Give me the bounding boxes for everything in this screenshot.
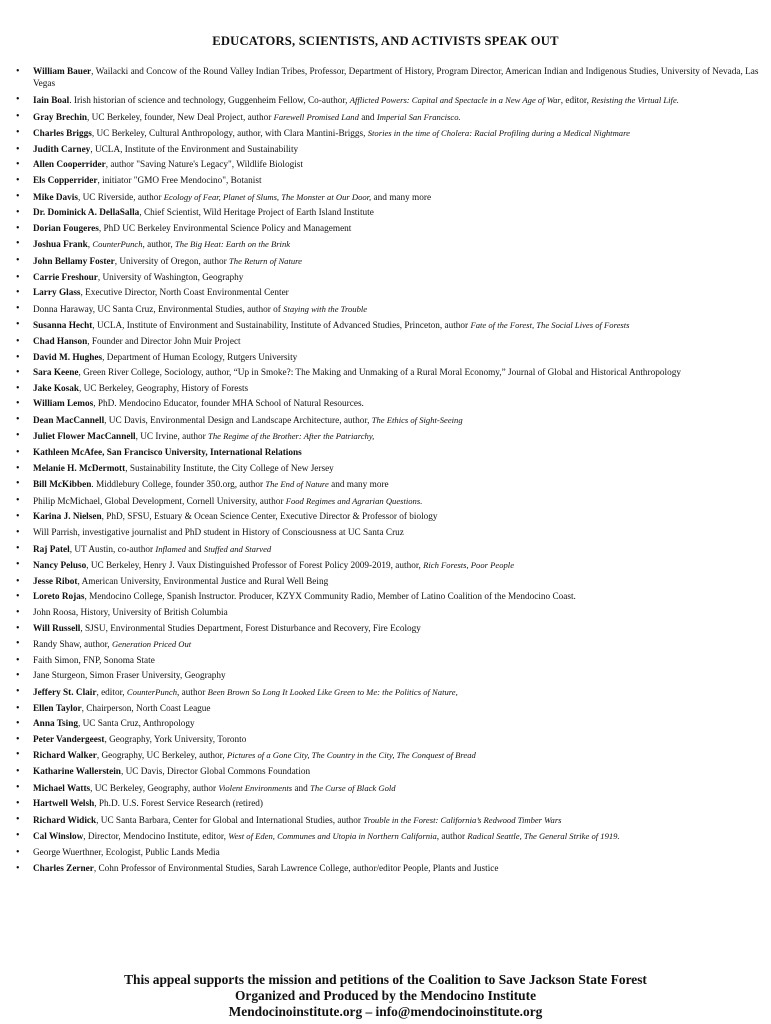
signatory-name: Charles Briggs (33, 129, 92, 140)
work-title: Rich Forests, Poor People (423, 560, 515, 571)
affiliation-text: , UC Irvine, author (135, 432, 209, 443)
affiliation-text: , PhD UC Berkeley Environmental Science Policy and Management (98, 223, 352, 234)
list-item (16, 718, 765, 730)
signatory-name: Sara Keene (33, 368, 79, 379)
footer-contact-line: Mendocinoinstitute.org – info@mendocinoinstitute.org (228, 1004, 543, 1019)
signatory-name: Dorian Fougeres (33, 223, 99, 234)
affiliation-text: and (358, 112, 377, 123)
list-item (16, 238, 765, 251)
affiliation-text: , editor, (560, 96, 592, 106)
affiliation-text: , UC Berkeley, Geography, History of Forests (79, 383, 249, 394)
list-item (16, 352, 765, 364)
affiliation-text: , UC Davis, Environmental Design and Landscape Architecture, author, (104, 415, 372, 426)
affiliation-text: , UCLA, Institute of the Environment and Sustainability (90, 144, 299, 155)
list-item (16, 175, 765, 187)
signatory-name: Els Copperrider (33, 175, 98, 186)
work-title: The Big Heat: Earth on the Brink (175, 239, 291, 250)
list-item (16, 127, 765, 140)
signatory-name: Carrie Freshour (33, 272, 98, 283)
list-item (16, 814, 765, 827)
footer-mission-line: This appeal supports the mission and petitions of the Coalition to Save Jackson State Forest (124, 972, 647, 987)
affiliation-text: , editor, (96, 687, 127, 698)
work-title: Fate of the Forest, The Social Lives of Forests (470, 320, 630, 331)
signatory-name: Cal Winslow (33, 832, 84, 843)
affiliation-text: , UC Berkeley, Geography, author (90, 783, 219, 794)
signatory-name: Michael Watts (33, 783, 91, 794)
work-title: Violent Environments (218, 782, 293, 793)
signatory-name: Karina J. Nielsen (33, 512, 102, 523)
affiliation-text: , Global Development, Cornell University, author (100, 496, 286, 507)
list-item (16, 686, 765, 699)
list-item (16, 191, 765, 204)
list-item (16, 207, 765, 219)
work-title: CounterPunch (92, 239, 143, 250)
affiliation-text: , Executive Director, North Coast Environmental Center (80, 288, 289, 299)
affiliation-text: , UC Santa Cruz, Anthropology (78, 719, 195, 730)
list-item (16, 223, 765, 235)
signatory-name: Jeffery St. Clair (33, 687, 97, 698)
list-item (16, 591, 765, 603)
affiliation-text: and (292, 783, 311, 794)
affiliation-text: , University of Washington, Geography (97, 272, 244, 283)
affiliation-text: , Chief Scientist, Wild Heritage Project of Earth Island Institute (139, 208, 374, 219)
signatory-name: Susanna Hecht (33, 321, 93, 332)
work-title: CounterPunch (126, 686, 178, 697)
affiliation-text: , Ph.D. U.S. Forest Service Research (retired) (94, 799, 264, 810)
list-item (16, 559, 765, 572)
work-title: Pictures of a Gone City, The Country in the City, The Conquest of Bread (227, 750, 476, 761)
affiliation-text: , Department of Human Ecology, Rutgers University (102, 352, 298, 363)
affiliation-text: , author (436, 832, 468, 843)
affiliation-text: , UCLA, Institute of Environment and Sustainability, Institute of Advanced Studies, Princeton, author (92, 321, 471, 332)
signatory-name: William Bauer (33, 67, 92, 77)
affiliation-text: , (87, 240, 93, 251)
signatory-name: William Lemos (33, 399, 94, 410)
list-item (16, 734, 765, 746)
signatory-name: Richard Walker (33, 751, 97, 762)
work-title: Been Brown So Long It Looked Like Green to Me: the Politics of Nature, (207, 686, 458, 697)
signatory-name: Gray Brechin (33, 112, 88, 123)
signatory-name: Peter Vandergeest (33, 734, 105, 745)
affiliation-text: , Sustainability Institute, the City College of New Jersey (125, 463, 334, 474)
signatory-list (16, 66, 765, 878)
list-item (16, 830, 765, 843)
signatory-name: Juliet Flower MacCannell (33, 432, 136, 443)
affiliation-text: , UC Davis, Director Global Commons Foundation (120, 766, 311, 777)
affiliation-text: . Irish historian of science and technology, Guggenheim Fellow, Co-author, (69, 96, 350, 106)
work-title: The Regime of the Brother: After the Patriarchy, (208, 431, 375, 442)
affiliation-text: , author "Saving Nature's Legacy", Wildlife Biologist (105, 160, 303, 171)
signatory-name: Philip McMichael (33, 496, 101, 507)
list-item (16, 383, 765, 395)
list-item (16, 655, 765, 667)
list-item (16, 94, 765, 107)
signatory-name: Hartwell Welsh (33, 799, 95, 810)
list-item (16, 66, 765, 91)
list-item (16, 255, 765, 268)
affiliation-text: , Cohn Professor of Environmental Studies, Sarah Lawrence College, author/editor People, Plants and Justice (93, 863, 499, 874)
signatory-name: Iain Boal (33, 96, 70, 106)
affiliation-text: , Chairperson, North Coast League (81, 703, 211, 714)
list-item (16, 478, 765, 491)
affiliation-text: , UC Santa Barbara, Center for Global and International Studies, author (96, 815, 364, 826)
list-item (16, 511, 765, 523)
affiliation-text: and (185, 544, 204, 555)
signatory-name: John Bellamy Foster (33, 256, 115, 267)
work-title: Staying with the Trouble (283, 303, 368, 314)
affiliation-text: , initiator "GMO Free Mendocino", Botanist (97, 175, 262, 186)
work-title: Generation Priced Out (111, 639, 192, 650)
work-title: The Return of Nature (229, 255, 302, 266)
affiliation-text: , Ecologist, Public Lands Media (101, 847, 220, 858)
document-title: EDUCATORS, SCIENTISTS, AND ACTIVISTS SPEAK OUT (212, 34, 559, 48)
signatory-name: Jake Kosak (33, 383, 80, 394)
affiliation-text: , Simon Fraser University, Geography (84, 671, 226, 682)
work-title: West of Eden, Communes and Utopia in Northern California (228, 831, 437, 842)
work-title: Resisting the Virtual Life. (591, 95, 679, 105)
affiliation-text: , investigative journalist and PhD student in History of Consciousness at UC Santa Cruz (77, 528, 404, 539)
list-item (16, 463, 765, 475)
signatory-name: Richard Widick (33, 815, 97, 826)
affiliation-text: , Founder and Director John Muir Project (87, 336, 241, 347)
signatory-name: Katharine Wallerstein (33, 766, 121, 777)
work-title: Food Regimes and Agrarian Questions. (285, 495, 423, 506)
list-item (16, 414, 765, 427)
signatory-name: Larry Glass (33, 288, 81, 299)
list-item (16, 527, 765, 539)
signatory-name: Ellen Taylor (33, 703, 82, 714)
list-item (16, 398, 765, 410)
affiliation-text: and many more (371, 192, 432, 203)
affiliation-text: , UC Santa Cruz, Environmental Studies, author of (92, 304, 284, 315)
work-title: Imperial San Francisco. (376, 111, 461, 122)
signatory-name: Bill McKibben (33, 480, 92, 491)
list-item (16, 543, 765, 556)
signatory-name: Will Parrish (33, 528, 78, 539)
signatory-name: David M. Hughes (33, 352, 103, 363)
affiliation-text: , Director, Mendocino Institute, editor, (83, 832, 229, 843)
affiliation-text: , Wailacki and Concow of the Round Valley Indian Tribes, Professor, Department of History, Program Director, American Indian and Indigenous Studies, University of Nevada, Las Vegas (33, 67, 759, 90)
signatory-name: Kathleen McAfee, San Francisco University, International Relations (33, 448, 302, 459)
list-item (16, 111, 765, 124)
signatory-name: Allen Cooperrider (33, 160, 106, 171)
work-title: Stuffed and Starved (203, 543, 272, 554)
affiliation-text: , Geography, York University, Toronto (104, 734, 247, 745)
list-item (16, 863, 765, 875)
signatory-name: Dr. Dominick A. DellaSalla (33, 208, 140, 219)
affiliation-text: , History, University of British Columbia (75, 608, 228, 618)
affiliation-text: , Mendocino College, Spanish Instructor. Producer, KZYX Community Radio, Member of Latino Coalition of the Mendocino Coast. (84, 592, 576, 603)
list-item (16, 766, 765, 778)
list-item (16, 607, 765, 619)
affiliation-text: , UT Austin, co-author (69, 544, 156, 555)
work-title: Afflicted Powers: Capital and Spectacle in a New Age of War (349, 95, 561, 105)
work-title: The Curse of Black Gold (310, 782, 396, 793)
list-item (16, 638, 765, 651)
signatory-name: Judith Carney (33, 144, 91, 155)
affiliation-text: , UC Berkeley, Henry J. Vaux Distinguished Professor of Forest Policy 2009-2019, author, (86, 561, 424, 572)
affiliation-text: , UC Riverside, author (77, 192, 164, 203)
signatory-name: Charles Zerner (33, 863, 94, 874)
affiliation-text: , UC Berkeley, founder, New Deal Project, author (87, 112, 274, 123)
work-title: Stories in the time of Cholera: Racial Profiling during a Medical Nightmare (367, 128, 630, 139)
signatory-name: Raj Patel (33, 544, 70, 555)
affiliation-text: , SJSU, Environmental Studies Department, Forest Disturbance and Recovery, Fire Ecology (80, 623, 421, 634)
affiliation-text: , FNP, Sonoma State (78, 655, 155, 666)
list-item (16, 798, 765, 810)
signatory-name: Anna Tsing (33, 719, 78, 730)
list-item (16, 782, 765, 795)
list-item (16, 272, 765, 284)
affiliation-text: and many more (328, 480, 389, 491)
signatory-name: Faith Simon (33, 655, 79, 666)
work-title: Farewell Promised Land (273, 111, 359, 122)
work-title: The End of Nature (265, 479, 329, 490)
affiliation-text: , author (177, 687, 208, 698)
list-item (16, 576, 765, 588)
list-item (16, 303, 765, 316)
affiliation-text: , author, (79, 640, 112, 651)
signatory-name: Will Russell (33, 623, 81, 634)
signatory-name: Melanie H. McDermott (33, 463, 126, 474)
affiliation-text: , PhD, SFSU, Estuary & Ocean Science Center, Executive Director & Professor of biology (101, 512, 438, 523)
affiliation-text: , University of Oregon, author (114, 256, 230, 267)
list-item (16, 287, 765, 299)
affiliation-text: , PhD. Mendocino Educator, founder MHA School of Natural Resources. (93, 399, 364, 410)
affiliation-text: , UC Berkeley, Cultural Anthropology, author, with Clara Mantini-Briggs, (91, 129, 368, 140)
footer (0, 972, 771, 1020)
affiliation-text: , Geography, UC Berkeley, author, (96, 751, 228, 762)
work-title: Radical Seattle, The General Strike of 1919. (467, 831, 620, 842)
work-title: Ecology of Fear, Planet of Slums, The Monster at Our Door, (163, 191, 372, 202)
footer-organizer-line: Organized and Produced by the Mendocino Institute (234, 988, 537, 1003)
signatory-name: Joshua Frank (33, 240, 88, 251)
signatory-name: Jesse Ribot (33, 576, 78, 587)
work-title: Trouble in the Forest: California’s Redwood Timber Wars (363, 814, 562, 825)
affiliation-text: , Green River College, Sociology, author, “Up in Smoke?: The Making and Unmaking of a Rural Moral Economy,” Journal of Global and Historical Anthropology (78, 368, 681, 379)
signatory-name: Jane Sturgeon (33, 671, 85, 682)
work-title: The Ethics of Sight-Seeing (371, 414, 463, 425)
signatory-name: John Roosa (33, 608, 76, 618)
list-item (16, 670, 765, 682)
list-item (16, 144, 765, 156)
list-item (16, 623, 765, 635)
signatory-name: Randy Shaw (33, 640, 80, 651)
signatory-name: Donna Haraway (33, 304, 93, 315)
work-title: Inflamed (155, 543, 186, 554)
affiliation-text: . Middlebury College, founder 350.org, author (91, 480, 266, 491)
list-item (16, 495, 765, 508)
signatory-name: Chad Hanson (33, 336, 88, 347)
list-item (16, 847, 765, 859)
list-item (16, 430, 765, 443)
list-item (16, 749, 765, 762)
signatory-name: George Wuerthner (33, 847, 102, 858)
list-item (16, 319, 765, 332)
list-item (16, 703, 765, 715)
affiliation-text: , author, (142, 240, 176, 251)
affiliation-text: , American University, Environmental Justice and Rural Well Being (77, 576, 329, 587)
list-item (16, 159, 765, 171)
signatory-name: Loreto Rojas (33, 592, 85, 603)
list-item (16, 367, 765, 379)
signatory-name: Dean MacCannell (33, 415, 105, 426)
signatory-name: Mike Davis (33, 192, 78, 203)
list-item (16, 336, 765, 348)
list-item (16, 447, 765, 459)
signatory-name: Nancy Peluso (33, 561, 87, 572)
